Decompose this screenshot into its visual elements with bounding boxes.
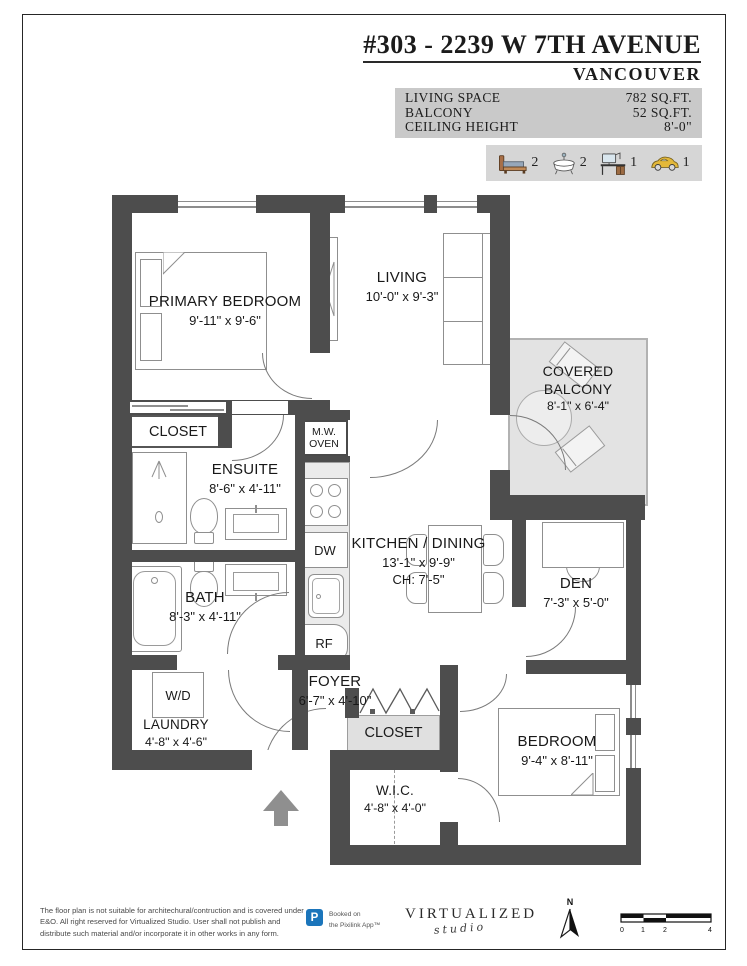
stat-row <box>405 91 692 106</box>
sliding-door-panel <box>170 409 224 411</box>
bathrooms-count: 2 <box>579 155 587 170</box>
wall-segment <box>490 195 510 415</box>
burner <box>310 505 323 518</box>
room-label-bedroom <box>492 732 622 769</box>
north-label: N <box>566 897 574 907</box>
bed-icon <box>498 153 528 174</box>
wall-segment <box>218 415 232 448</box>
studio-name: VIRTUALIZED <box>405 906 538 922</box>
room-name: ENSUITE <box>211 461 279 478</box>
room-name: KITCHEN / DINING <box>351 535 486 552</box>
room-dims: 10'-0" x 9'-3" <box>365 288 439 304</box>
room-label-living <box>337 268 467 305</box>
north-arrow-icon <box>556 907 584 939</box>
stat-value: 782 SQ.FT. <box>625 90 692 105</box>
desk-symbol <box>542 522 624 568</box>
wall-segment <box>256 195 345 213</box>
pixilink-line: Booked on <box>329 911 361 918</box>
arrow-head <box>263 790 299 811</box>
door-arc <box>232 415 284 461</box>
room-label-bath <box>140 588 270 625</box>
arrow-stem <box>274 811 288 826</box>
room-name: BATH <box>185 589 225 606</box>
scale-bar <box>620 910 720 936</box>
wall-segment <box>112 655 177 670</box>
room-dims: 13'-1" x 9'-9" <box>382 554 455 570</box>
room-dims: 7'-3" x 5'-0" <box>543 594 609 610</box>
dishwasher-label: DW <box>314 542 336 558</box>
toilet-bowl <box>190 498 218 534</box>
den-feature <box>599 152 637 175</box>
wall-segment <box>112 195 132 770</box>
window <box>626 685 641 718</box>
oven-label: OVEN <box>309 438 339 450</box>
wall-segment <box>440 822 458 845</box>
parking-feature <box>650 153 690 173</box>
room-name: PRIMARY BEDROOM <box>148 293 302 310</box>
room-dims: 8'-1" x 6'-4" <box>547 399 609 414</box>
door-arc <box>526 607 576 657</box>
room-label-den <box>524 574 628 611</box>
wall-segment <box>310 213 330 353</box>
bedrooms-count: 2 <box>531 155 539 170</box>
room-dims: 4'-8" x 4'-6" <box>145 734 207 749</box>
page-title: #303 - 2239 W 7TH AVENUE <box>363 30 701 63</box>
sofa-back-line <box>482 234 483 364</box>
burner <box>328 484 341 497</box>
room-dims: 9'-4" x 8'-11" <box>521 752 593 768</box>
room-label-foyer <box>270 672 400 709</box>
room-name: FOYER <box>308 673 362 690</box>
toilet-tank <box>194 532 214 544</box>
toilet-symbol <box>190 498 218 548</box>
room-name: BEDROOM <box>517 733 597 750</box>
feature-bar <box>486 145 702 181</box>
stat-value: 52 SQ.FT. <box>632 104 692 120</box>
door-arc <box>370 420 438 478</box>
wall-segment <box>626 718 641 735</box>
pixilink-logo: P <box>306 909 323 926</box>
studio-sub: studio <box>433 920 487 937</box>
virtualized-studio-logo <box>405 906 538 937</box>
wall-segment <box>626 768 641 845</box>
primary-closet-box <box>128 415 228 448</box>
wall-segment <box>526 660 640 674</box>
microwave-label: M.W. <box>312 425 336 438</box>
drain <box>316 594 321 599</box>
burner <box>328 505 341 518</box>
car-icon <box>650 153 680 173</box>
room-name: LAUNDRY <box>143 717 209 732</box>
stat-row <box>405 106 692 121</box>
floor-plan <box>112 192 652 892</box>
parking-count: 1 <box>682 155 690 170</box>
disclaimer-text: The floor plan is not suitable for architechural/contruction and is covered under E&O. All right reserved for Virtualized Studio. User shall not publish and distribute such material and/or incorporate it in other works in any form. <box>40 906 304 938</box>
room-dims: 6'-7" x 4'-10" <box>298 692 372 708</box>
window <box>178 195 256 213</box>
room-label-primary-bedroom <box>140 292 310 329</box>
room-name: LIVING <box>376 269 428 286</box>
wall-segment <box>330 845 641 865</box>
room-label-kitchen-dining <box>336 534 501 589</box>
fridge-label: RF <box>315 635 333 651</box>
ceiling-height: CH: 7'-5" <box>392 572 445 588</box>
room-label-wic <box>350 782 440 817</box>
wall-segment <box>490 495 645 520</box>
scale-tick: 2 <box>663 927 667 934</box>
wall-segment <box>298 410 350 420</box>
stats-box <box>395 88 702 138</box>
washer-dryer-label: W/D <box>165 687 191 703</box>
compass <box>556 897 584 944</box>
closet-label: CLOSET <box>364 725 423 741</box>
wall-opening <box>252 750 330 770</box>
vanity-sink-symbol <box>225 508 287 540</box>
stat-row <box>405 120 692 135</box>
window <box>437 195 477 213</box>
bedrooms-feature <box>498 153 538 174</box>
window <box>345 195 424 213</box>
city-label: VANCOUVER <box>572 64 701 84</box>
den-count: 1 <box>630 155 638 170</box>
wall-segment <box>626 520 641 685</box>
blanket-fold <box>163 252 186 275</box>
desk-icon <box>599 152 627 175</box>
room-dims: 9'-11" x 9'-6" <box>189 312 261 328</box>
pixilink-text <box>329 910 380 931</box>
sink-basin <box>233 514 279 533</box>
stat-label: BALCONY <box>405 104 474 120</box>
stat-label: CEILING HEIGHT <box>405 119 519 135</box>
room-name: W.I.C. <box>376 783 414 798</box>
stat-value: 8'-0" <box>664 119 692 135</box>
faucet <box>151 577 158 584</box>
sliding-door-panel <box>132 405 188 407</box>
room-dims: 8'-3" x 4'-11" <box>169 608 241 624</box>
bathrooms-feature <box>551 152 587 175</box>
foyer-closet-box <box>347 715 440 751</box>
bathtub-icon <box>551 152 577 175</box>
room-dims: 4'-8" x 4'-0" <box>364 800 426 815</box>
wall-segment <box>490 470 510 495</box>
door-arc <box>262 353 312 399</box>
room-name: COVERED BALCONY <box>542 363 614 398</box>
scale-tick: 4 <box>708 927 712 934</box>
cushion-line <box>444 321 482 322</box>
wall-segment <box>298 655 350 670</box>
stat-label: LIVING SPACE <box>405 90 501 105</box>
room-label-laundry <box>116 716 236 751</box>
room-label-covered-balcony <box>520 362 636 415</box>
faucet <box>255 505 257 513</box>
scale-tick: 1 <box>641 927 645 934</box>
entry-arrow <box>263 790 299 828</box>
room-name: DEN <box>559 575 593 592</box>
washer-dryer-symbol <box>152 672 204 718</box>
wall-segment <box>424 195 437 213</box>
door-arc <box>460 674 507 712</box>
closet-label: CLOSET <box>148 423 207 440</box>
scale-tick: 0 <box>620 927 624 934</box>
microwave-oven-symbol <box>300 420 348 456</box>
wall-opening <box>232 401 288 414</box>
blanket-fold <box>571 773 594 796</box>
room-label-ensuite <box>170 460 320 497</box>
wall-segment <box>295 415 305 670</box>
wall-segment <box>112 550 295 562</box>
wall-segment <box>440 665 458 772</box>
window <box>626 735 641 768</box>
room-dims: 8'-6" x 4'-11" <box>209 480 281 496</box>
door-arc <box>458 778 500 822</box>
pixilink-line: the Pixilink App™ <box>329 921 381 929</box>
